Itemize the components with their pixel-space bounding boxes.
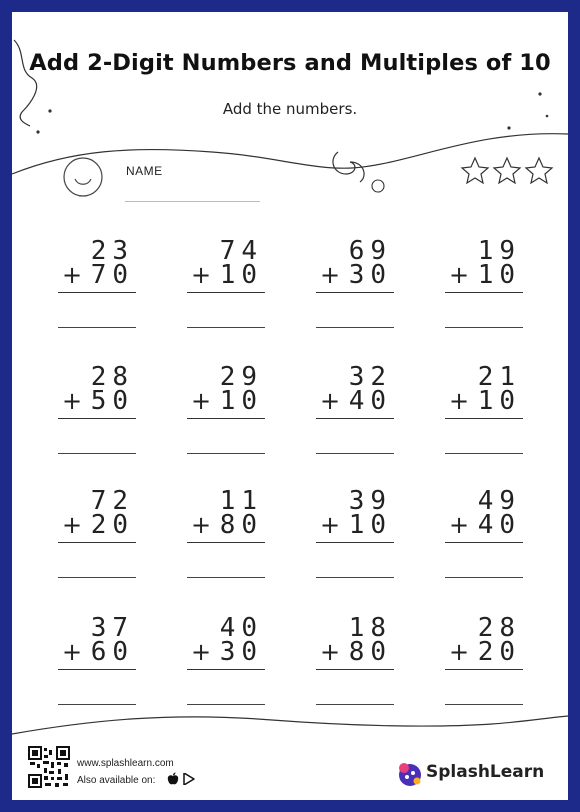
addend-bottom: 70 xyxy=(90,260,134,290)
plus-sign: + xyxy=(449,511,470,539)
addend-bottom: 60 xyxy=(90,637,134,667)
addend-bottom: 30 xyxy=(219,637,263,667)
answer-line[interactable] xyxy=(58,453,136,454)
answer-line[interactable] xyxy=(187,327,265,328)
worksheet-instruction: Add the numbers. xyxy=(222,100,358,118)
sparkle-dot xyxy=(36,130,39,133)
answer-line[interactable] xyxy=(187,577,265,578)
addition-problem xyxy=(58,488,138,608)
plus-sign: + xyxy=(320,511,341,539)
addend-top: 37 xyxy=(90,613,134,643)
addend-bottom: 10 xyxy=(219,386,263,416)
smiley-face-icon xyxy=(62,156,104,198)
answer-line[interactable] xyxy=(445,577,523,578)
website-url[interactable]: www.splashlearn.com xyxy=(77,758,174,769)
addend-top: 19 xyxy=(477,236,521,266)
sum-rule xyxy=(445,669,523,670)
rating-stars xyxy=(460,156,556,186)
addend-top: 28 xyxy=(90,362,134,392)
plus-sign: + xyxy=(449,638,470,666)
plus-sign: + xyxy=(320,261,341,289)
answer-line[interactable] xyxy=(445,327,523,328)
answer-line[interactable] xyxy=(58,577,136,578)
addend-top: 39 xyxy=(348,486,392,516)
answer-line[interactable] xyxy=(58,327,136,328)
addition-problem xyxy=(58,238,138,358)
addend-bottom: 10 xyxy=(477,386,521,416)
name-input-line[interactable] xyxy=(125,201,260,202)
worksheet-title: Add 2-Digit Numbers and Multiples of 10 xyxy=(29,50,551,76)
google-play-icon[interactable] xyxy=(183,773,195,785)
addend-bottom: 20 xyxy=(477,637,521,667)
brand-name: SplashLearn xyxy=(426,762,545,782)
addition-problem xyxy=(316,615,396,735)
sum-rule xyxy=(187,542,265,543)
addition-problem xyxy=(58,615,138,735)
star-icon xyxy=(462,158,488,183)
answer-line[interactable] xyxy=(187,704,265,705)
splashlearn-logo-icon xyxy=(396,760,424,788)
addend-top: 18 xyxy=(348,613,392,643)
addition-problem xyxy=(187,488,267,608)
addend-bottom: 10 xyxy=(477,260,521,290)
addend-top: 72 xyxy=(90,486,134,516)
addition-problem xyxy=(445,364,525,484)
addend-bottom: 50 xyxy=(90,386,134,416)
sum-rule xyxy=(187,669,265,670)
addition-problem xyxy=(187,364,267,484)
answer-line[interactable] xyxy=(316,453,394,454)
sum-rule xyxy=(316,669,394,670)
addition-problem xyxy=(316,364,396,484)
plus-sign: + xyxy=(191,511,212,539)
sum-rule xyxy=(58,418,136,419)
sum-rule xyxy=(316,542,394,543)
circle-doodle xyxy=(372,180,384,192)
plus-sign: + xyxy=(191,387,212,415)
star-icon xyxy=(494,158,520,183)
answer-line[interactable] xyxy=(58,704,136,705)
addend-bottom: 40 xyxy=(477,510,521,540)
addition-problem xyxy=(187,238,267,358)
addend-top: 29 xyxy=(219,362,263,392)
addition-problem xyxy=(445,615,525,735)
addend-top: 21 xyxy=(477,362,521,392)
addition-problem xyxy=(316,488,396,608)
addend-top: 40 xyxy=(219,613,263,643)
plus-sign: + xyxy=(191,638,212,666)
addend-bottom: 10 xyxy=(219,260,263,290)
sum-rule xyxy=(58,669,136,670)
plus-sign: + xyxy=(62,511,83,539)
plus-sign: + xyxy=(62,261,83,289)
plus-sign: + xyxy=(320,387,341,415)
sum-rule xyxy=(58,292,136,293)
plus-sign: + xyxy=(62,387,83,415)
addend-top: 32 xyxy=(348,362,392,392)
name-label: NAME xyxy=(126,164,163,178)
addition-problem xyxy=(58,364,138,484)
answer-line[interactable] xyxy=(187,453,265,454)
sparkle-dot xyxy=(538,92,541,95)
addend-bottom: 80 xyxy=(219,510,263,540)
addend-top: 11 xyxy=(219,486,263,516)
addend-bottom: 10 xyxy=(348,510,392,540)
plus-sign: + xyxy=(62,638,83,666)
sum-rule xyxy=(187,292,265,293)
plus-sign: + xyxy=(449,261,470,289)
addend-bottom: 30 xyxy=(348,260,392,290)
addend-top: 49 xyxy=(477,486,521,516)
addend-top: 74 xyxy=(219,236,263,266)
sparkle-dot xyxy=(507,126,510,129)
addend-bottom: 20 xyxy=(90,510,134,540)
sum-rule xyxy=(445,542,523,543)
sum-rule xyxy=(58,542,136,543)
addend-top: 28 xyxy=(477,613,521,643)
available-on-label: Also available on: xyxy=(77,775,156,786)
addend-bottom: 40 xyxy=(348,386,392,416)
addition-problem xyxy=(445,238,525,358)
answer-line[interactable] xyxy=(445,453,523,454)
addend-bottom: 80 xyxy=(348,637,392,667)
addition-problem xyxy=(187,615,267,735)
sum-rule xyxy=(187,418,265,419)
apple-icon[interactable] xyxy=(167,772,179,786)
sum-rule xyxy=(316,418,394,419)
plus-sign: + xyxy=(320,638,341,666)
plus-sign: + xyxy=(449,387,470,415)
worksheet-page xyxy=(12,12,568,800)
addend-top: 69 xyxy=(348,236,392,266)
sum-rule xyxy=(445,418,523,419)
addition-problem xyxy=(316,238,396,358)
sum-rule xyxy=(316,292,394,293)
addition-problem xyxy=(445,488,525,608)
answer-line[interactable] xyxy=(316,327,394,328)
answer-line[interactable] xyxy=(445,704,523,705)
answer-line[interactable] xyxy=(316,704,394,705)
qr-code-icon xyxy=(28,746,70,788)
answer-line[interactable] xyxy=(316,577,394,578)
star-icon xyxy=(526,158,552,183)
sum-rule xyxy=(445,292,523,293)
addend-top: 23 xyxy=(90,236,134,266)
plus-sign: + xyxy=(191,261,212,289)
